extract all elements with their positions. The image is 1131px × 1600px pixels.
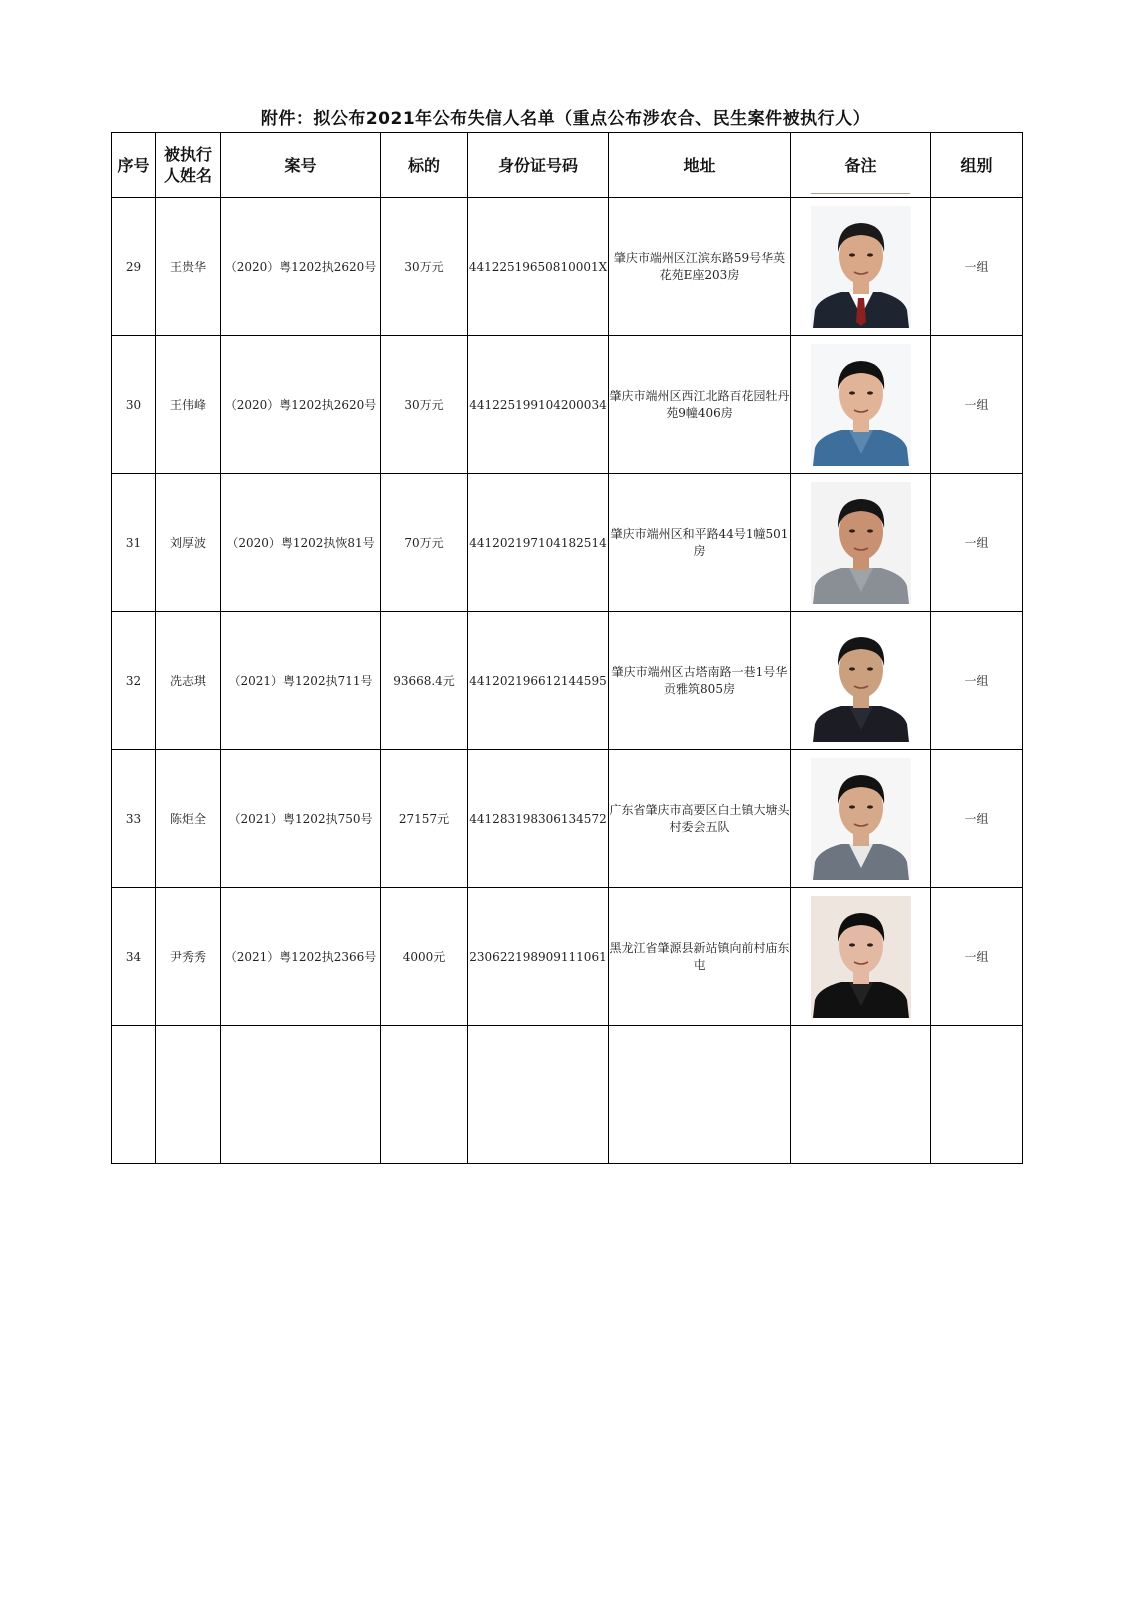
cell-group: 一组 [931,612,1023,750]
cell-address: 肇庆市端州区西江北路百花园牡丹苑9幢406房 [609,336,791,474]
empty-cell [791,1026,931,1164]
empty-cell [931,1026,1023,1164]
header-name-line1: 被执行 [163,145,212,164]
cell-amount: 30万元 [381,336,468,474]
empty-cell [468,1026,609,1164]
portrait-photo [811,620,911,742]
empty-row [112,1026,1023,1164]
cell-name: 尹秀秀 [156,888,221,1026]
cell-seq: 31 [112,474,156,612]
cell-seq: 30 [112,336,156,474]
portrait-photo [811,758,911,880]
cell-name: 陈炬全 [156,750,221,888]
empty-cell [221,1026,381,1164]
portrait-photo [811,896,911,1018]
judgment-debtor-table [111,132,1023,1164]
cell-group: 一组 [931,198,1023,336]
header-remark: 备注 [791,133,931,198]
cell-address: 肇庆市端州区江滨东路59号华英花苑E座203房 [609,198,791,336]
empty-cell [112,1026,156,1164]
cell-case-no: （2021）粤1202执750号 [221,750,381,888]
header-name-line2: 人姓名 [163,166,212,185]
cell-photo [791,336,931,474]
cell-address: 黑龙江省肇源县新站镇向前村庙东屯 [609,888,791,1026]
cell-case-no: （2020）粤1202执恢81号 [221,474,381,612]
cell-photo [791,198,931,336]
cell-id-no: 44122519650810001X [468,198,609,336]
cell-seq: 34 [112,888,156,1026]
portrait-photo [811,206,911,328]
header-seq: 序号 [112,133,156,198]
table-row [112,198,1023,336]
table-row [112,750,1023,888]
page-title: 附件：拟公布2021年公布失信人名单（重点公布涉农合、民生案件被执行人） [260,109,871,129]
header-amount: 标的 [381,133,468,198]
cell-id-no: 441225199104200034 [468,336,609,474]
empty-cell [156,1026,221,1164]
cell-group: 一组 [931,336,1023,474]
cell-case-no: （2021）粤1202执2366号 [221,888,381,1026]
header-group: 组别 [931,133,1023,198]
table-row [112,474,1023,612]
cell-name: 冼志琪 [156,612,221,750]
cell-address: 肇庆市端州区古塔南路一巷1号华贡雅筑805房 [609,612,791,750]
cell-amount: 4000元 [381,888,468,1026]
empty-cell [609,1026,791,1164]
header-row [112,133,1023,198]
cell-group: 一组 [931,888,1023,1026]
header-case-no: 案号 [221,133,381,198]
cell-id-no: 230622198909111061 [468,888,609,1026]
portrait-photo [811,482,911,604]
table-row [112,336,1023,474]
cell-seq: 33 [112,750,156,888]
cell-photo [791,474,931,612]
cell-address: 广东省肇庆市高要区白土镇大塘头村委会五队 [609,750,791,888]
table-row [112,888,1023,1026]
cell-seq: 29 [112,198,156,336]
header-id-no: 身份证号码 [468,133,609,198]
cell-amount: 30万元 [381,198,468,336]
cell-name: 王贵华 [156,198,221,336]
header-name [156,133,221,198]
cell-address: 肇庆市端州区和平路44号1幢501房 [609,474,791,612]
cell-id-no: 441202197104182514 [468,474,609,612]
cell-photo [791,612,931,750]
cell-photo [791,888,931,1026]
empty-cell [381,1026,468,1164]
header-address: 地址 [609,133,791,198]
cell-photo [791,750,931,888]
cell-case-no: （2020）粤1202执2620号 [221,336,381,474]
cell-case-no: （2020）粤1202执2620号 [221,198,381,336]
cell-case-no: （2021）粤1202执711号 [221,612,381,750]
cell-group: 一组 [931,750,1023,888]
portrait-photo [811,344,911,466]
cell-id-no: 441202196612144595 [468,612,609,750]
cell-seq: 32 [112,612,156,750]
cell-amount: 70万元 [381,474,468,612]
cell-amount: 93668.4元 [381,612,468,750]
cell-amount: 27157元 [381,750,468,888]
cell-name: 王伟峰 [156,336,221,474]
cell-name: 刘厚波 [156,474,221,612]
table-row [112,612,1023,750]
cell-id-no: 441283198306134572 [468,750,609,888]
cell-group: 一组 [931,474,1023,612]
